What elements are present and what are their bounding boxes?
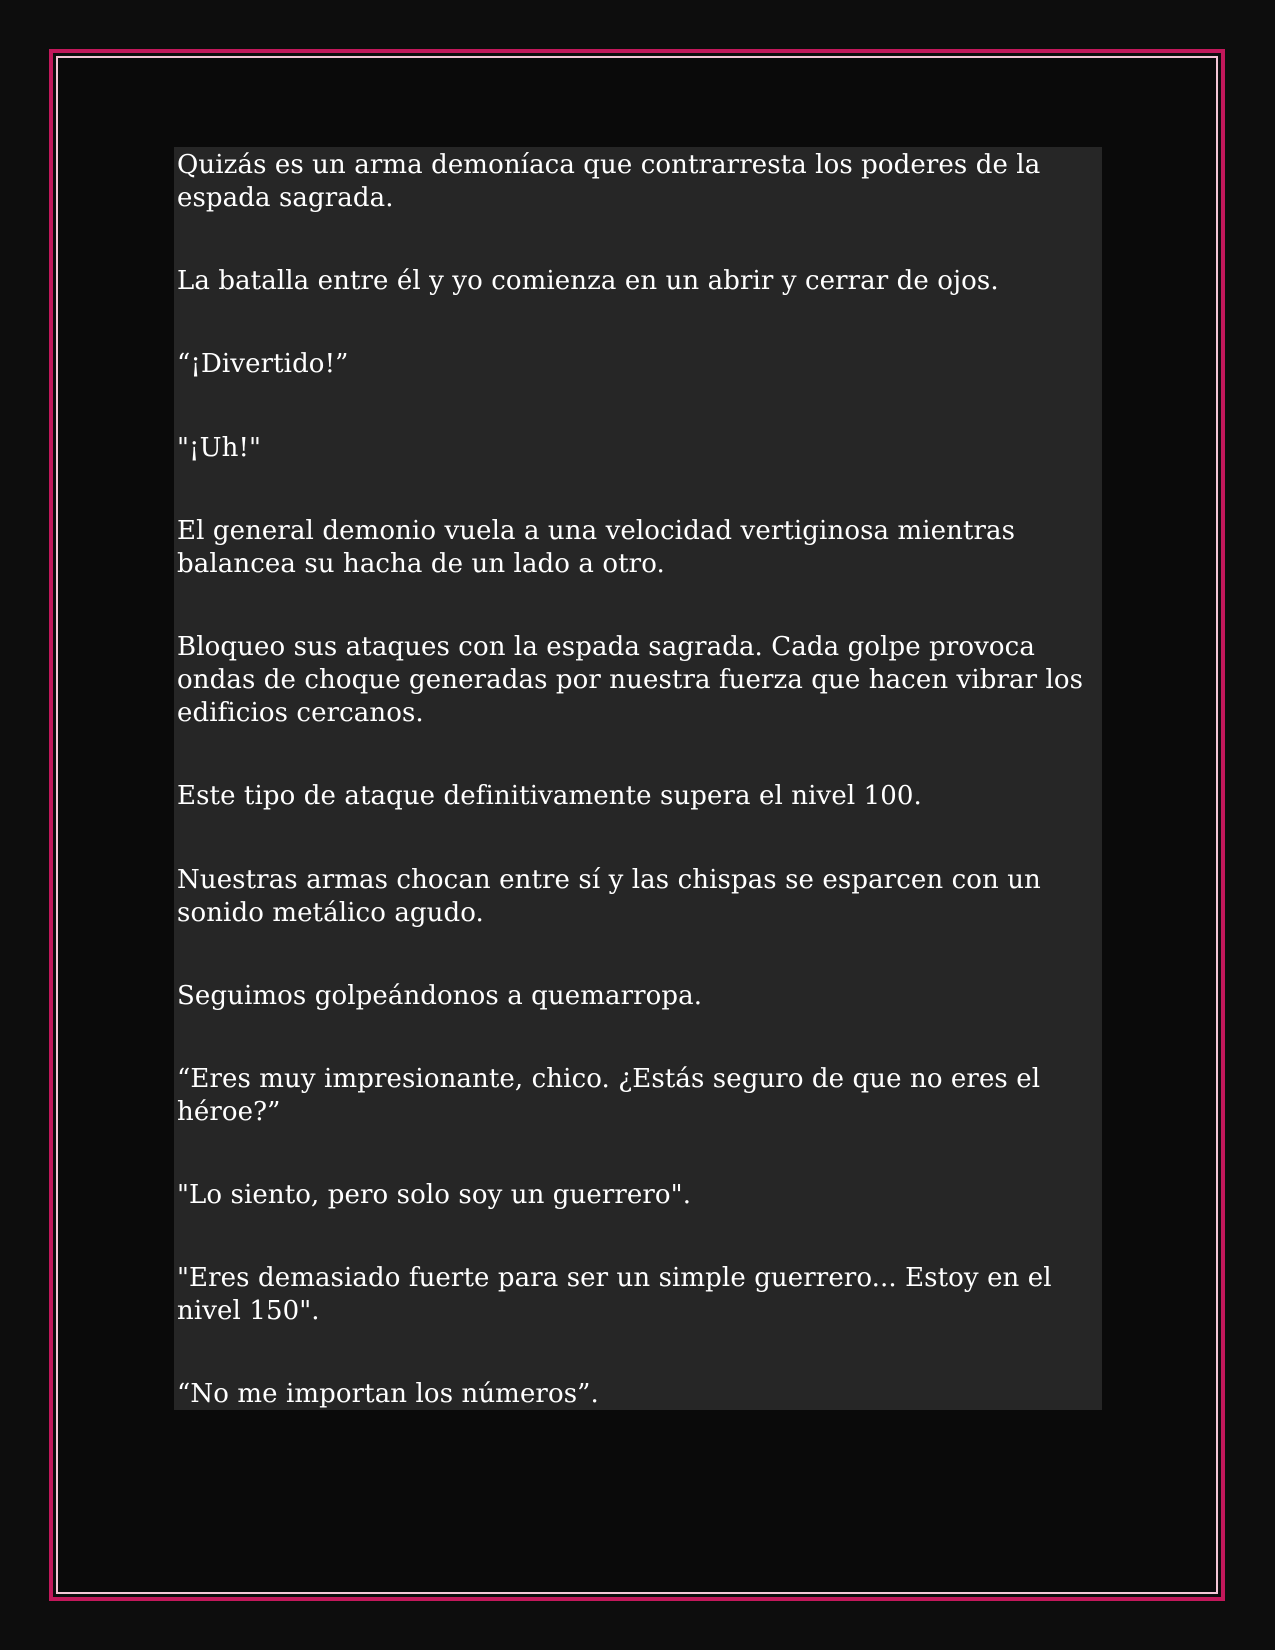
- paragraph: “Eres muy impresionante, chico. ¿Estás seguro de que no eres el héroe?”: [177, 1064, 1041, 1127]
- paragraph: “No me importan los números”.: [177, 1379, 599, 1409]
- paragraph: Seguimos golpeándonos a quemarropa.: [177, 981, 703, 1011]
- paragraph: "Eres demasiado fuerte para ser un simple guerrero... Estoy en el nivel 150".: [177, 1263, 1052, 1326]
- paragraph: Este tipo de ataque definitivamente supera el nivel 100.: [177, 781, 922, 811]
- paragraph: Quizás es un arma demoníaca que contrarresta los poderes de la espada sagrada.: [177, 150, 1041, 213]
- text-panel: [174, 147, 1102, 1410]
- paragraph: Nuestras armas chocan entre sí y las chispas se esparcen con un sonido metálico agudo.: [177, 865, 1041, 928]
- paragraph: Bloqueo sus ataques con la espada sagrada. Cada golpe provoca ondas de choque generadas por nuestra fuerza que hacen vibrar los edificios cercanos.: [177, 632, 1084, 728]
- paragraph: El general demonio vuela a una velocidad vertiginosa mientras balancea su hacha de un lado a otro.: [177, 516, 1016, 579]
- paragraph: "¡Uh!": [177, 433, 262, 463]
- paragraph: "Lo siento, pero solo soy un guerrero".: [177, 1180, 692, 1210]
- paragraph: La batalla entre él y yo comienza en un abrir y cerrar de ojos.: [177, 266, 999, 296]
- paragraph: “¡Divertido!”: [177, 349, 349, 379]
